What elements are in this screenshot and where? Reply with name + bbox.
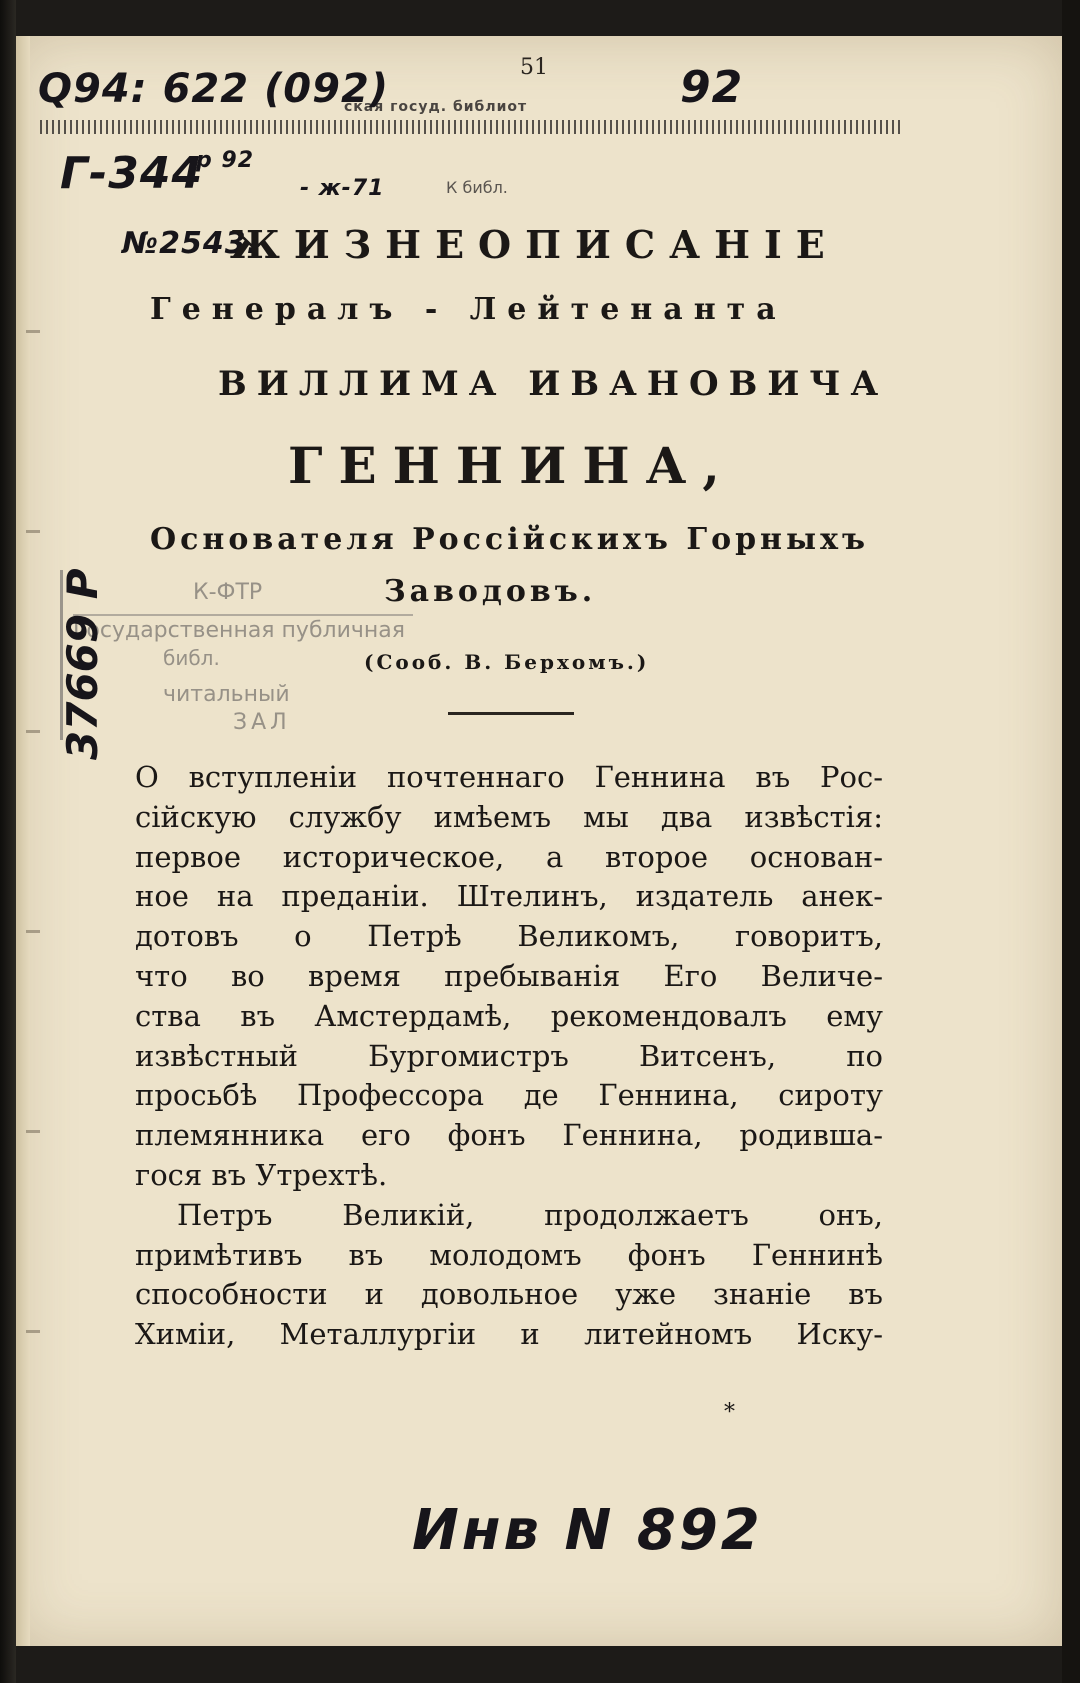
body-line: извѣстный Бургомистръ Витсенъ, по: [135, 1038, 883, 1073]
kb-stamp: К библ.: [446, 178, 508, 197]
handwritten-vertical-code: 37669 Р: [58, 568, 107, 760]
title-founder: Основателя Россійскихъ Горныхъ: [150, 522, 869, 557]
stamp-line: ЗАЛ: [233, 710, 291, 735]
title-surname: ГЕННИНА,: [288, 436, 736, 495]
body-line: Петръ Великій, продолжаетъ онъ,: [177, 1197, 883, 1232]
handwritten-acquisition-number: №2543.: [122, 226, 259, 261]
stamp-line: Государственная публичная: [73, 614, 413, 643]
stamp-line: читальный: [163, 682, 290, 707]
binding-stitch-marks: [26, 220, 40, 1520]
body-line: О вступленіи почтеннаго Геннина въ Рос-: [135, 760, 883, 794]
book-binding: [0, 0, 16, 1683]
title-plants: Заводовъ.: [384, 574, 597, 609]
body-line: просьбѣ Профессора де Геннина, сироту: [135, 1078, 883, 1113]
body-line: первое историческое, а второе основан-: [135, 839, 883, 874]
body-line: что во время пребыванія Его Величе-: [135, 958, 883, 993]
handwritten-small-mark-2: - ж-71: [300, 176, 385, 201]
body-line: сійскую службу имѣемъ мы два извѣстія:: [135, 799, 883, 834]
handwritten-number: 92: [680, 62, 744, 113]
library-stamp-text: ская госуд. библиот: [344, 99, 528, 115]
stamp-line: К-ФТР: [193, 580, 263, 605]
body-line: примѣтивъ въ молодомъ фонъ Геннинѣ: [135, 1237, 883, 1272]
body-line: способности и довольное уже знаніе въ: [135, 1277, 883, 1312]
title-biography: ЖИЗНЕОПИСАНІЕ: [230, 222, 839, 267]
body-line: гося въ Утрехтѣ.: [135, 1157, 388, 1192]
body-line: племянника его фонъ Геннина, родившa-: [135, 1118, 883, 1153]
section-divider: [448, 712, 574, 715]
body-line: дотовъ о Петрѣ Великомъ, говоритъ,: [135, 919, 883, 954]
page-right-edge: [1062, 0, 1080, 1683]
library-stamp-rule: [40, 120, 900, 134]
footnote-mark: *: [724, 1400, 735, 1425]
body-line: ное на преданіи. Штелинъ, издатель анек-: [135, 879, 883, 914]
title-rank: Генералъ - Лейтенанта: [150, 292, 787, 327]
handwritten-inventory-number: Инв N 892: [412, 1498, 763, 1563]
handwritten-shelf-mark: Г-344: [60, 148, 204, 199]
body-text: [135, 758, 883, 1355]
handwritten-classification: Q94: 622 (092): [38, 66, 390, 112]
body-line: Химіи, Металлургіи и литейномъ Иску-: [135, 1317, 883, 1352]
stamp-line: библ.: [163, 646, 220, 670]
title-credit: (Сооб. В. Берхомъ.): [364, 650, 650, 674]
body-line: ства въ Амстердамѣ, рекомендовалъ ему: [135, 998, 883, 1033]
title-first-name: ВИЛЛИМА ИВАНОВИЧА: [218, 364, 889, 404]
handwritten-small-mark: р 92: [196, 148, 255, 173]
page-number: 51: [520, 55, 548, 80]
